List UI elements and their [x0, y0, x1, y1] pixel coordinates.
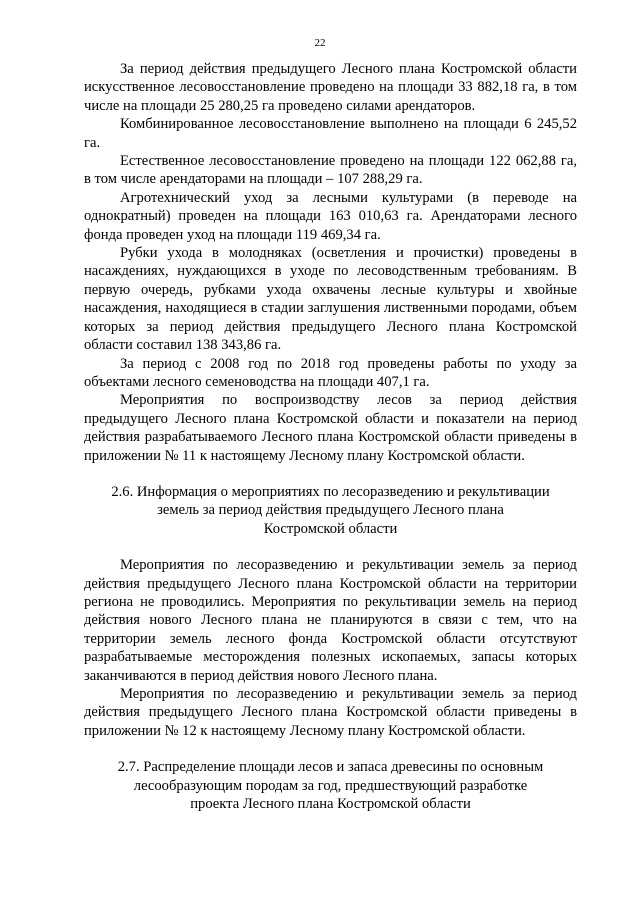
heading-line: 2.6. Информация о мероприятиях по лесоразведению и рекультивации	[111, 483, 550, 500]
paragraph-natural-reforestation: Естественное лесовосстановление проведено на площади 122 062,88 га, в том числе арендаторами на площади – 107 288,29 га.	[84, 153, 577, 188]
heading-line: лесообразующим породам за год, предшествующий разработке	[133, 777, 528, 794]
document-body	[84, 60, 577, 813]
paragraph-thinning: Рубки ухода в молодняках (осветления и прочистки) проведены в насаждениях, нуждающихся в уходе по лесоводственным требованиям. В первую очередь, рубками ухода охвачены лесные культуры и хвойные насаждения, находящиеся в стадии заглушения лиственными породами, объем которых за период действия предыдущего Лесного плана Костромской области составил 138 343,86 га.	[84, 245, 577, 354]
page-number: 22	[314, 37, 326, 49]
paragraph-seed-production: За период с 2008 год по 2018 год проведены работы по уходу за объектами лесного семеноводства на площади 407,1 га.	[84, 355, 577, 390]
heading-line: 2.7. Распределение площади лесов и запаса древесины по основным	[117, 759, 544, 776]
section-heading-2-7	[84, 758, 577, 813]
heading-line: проекта Лесного плана Костромской области	[190, 796, 471, 813]
heading-line: земель за период действия предыдущего Лесного плана	[157, 502, 504, 519]
paragraph-afforestation: Мероприятия по лесоразведению и рекультивации земель за период действия предыдущего Лесного плана Костромской области на территории региона не проводились. Мероприятия по рекультивации земель на период действия нового Лесного плана не планируются в связи с тем, что на территории земель лесного фонда Костромской области отсутствуют разрабатываемые месторождения полезных ископаемых, запасы которых заканчиваются в период действия нового Лесного плана.	[84, 557, 577, 684]
paragraph-artificial-reforestation: За период действия предыдущего Лесного плана Костромской области искусственное лесовосстановление проведено на площади 33 882,18 га, в том числе на площади 25 280,25 га проведено силами арендаторов.	[84, 61, 577, 114]
paragraph-reproduction-appendix: Мероприятия по воспроизводству лесов за период действия предыдущего Лесного плана Костромской области и показатели на период действия разрабатываемого Лесного плана Костромской области приведены в приложении № 11 к настоящему Лесному плану Костромской области.	[84, 392, 577, 464]
paragraph-agrotechnical-care: Агротехнический уход за лесными культурами (в переводе на однократный) проведен на площади 163 010,63 га. Арендаторами лесного фонда проведен уход на площади 119 469,34 га.	[84, 189, 577, 243]
section-heading-2-6	[84, 483, 577, 538]
heading-line: Костромской области	[263, 520, 398, 537]
paragraph-combined-reforestation: Комбинированное лесовосстановление выполнено на площади 6 245,52 га.	[84, 116, 577, 151]
paragraph-afforestation-appendix: Мероприятия по лесоразведению и рекультивации земель за период действия предыдущего Лесного плана Костромской области приведены в приложении № 12 к настоящему Лесному плану Костромской области.	[84, 686, 577, 739]
